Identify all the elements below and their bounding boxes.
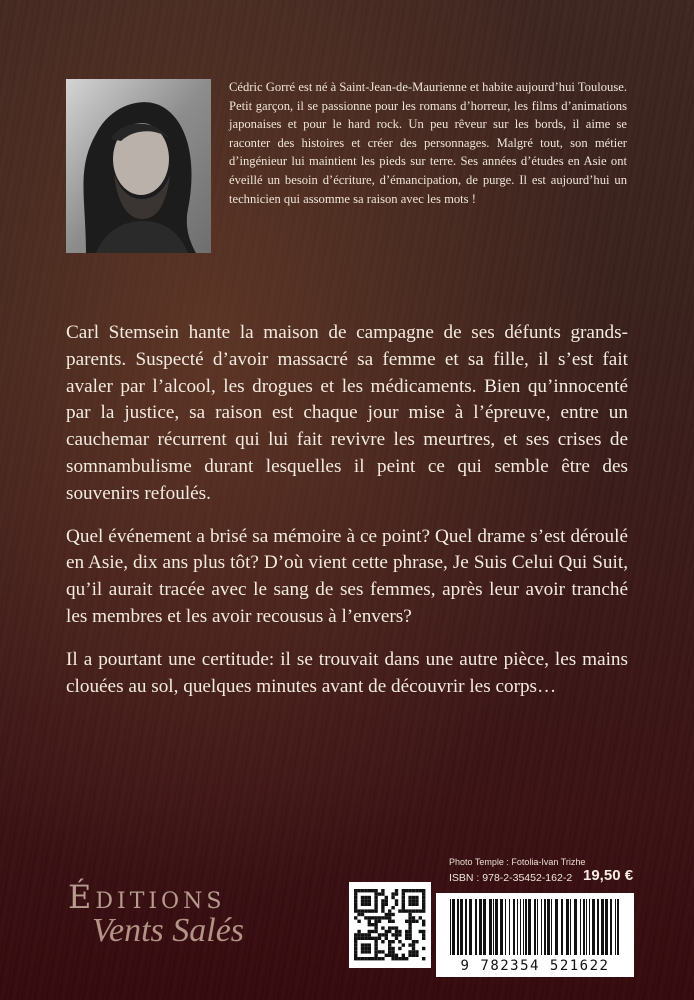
qr-module — [388, 916, 391, 919]
qr-module — [412, 889, 415, 892]
qr-module — [374, 937, 377, 940]
qr-module — [408, 896, 411, 899]
qr-module — [368, 937, 371, 940]
qr-module — [371, 937, 374, 940]
barcode-bar — [547, 899, 550, 955]
qr-module — [354, 909, 357, 912]
qr-module — [391, 954, 394, 957]
qr-module — [354, 892, 357, 895]
qr-module — [388, 950, 391, 953]
qr-module — [402, 954, 405, 957]
qr-module — [422, 909, 425, 912]
qr-module — [374, 957, 377, 960]
qr-module — [357, 920, 360, 923]
qr-module — [354, 940, 357, 943]
barcode-bar — [452, 899, 455, 955]
barcode-bar — [469, 899, 472, 955]
qr-module — [388, 954, 391, 957]
qr-module — [422, 889, 425, 892]
barcode-bar — [617, 899, 619, 955]
qr-module — [408, 889, 411, 892]
qr-module — [385, 954, 388, 957]
qr-module — [391, 913, 394, 916]
qr-module — [381, 926, 384, 929]
qr-module — [419, 916, 422, 919]
qr-module — [361, 909, 364, 912]
qr-module — [361, 947, 364, 950]
publisher-logo-line2: Vents Salés — [92, 912, 245, 949]
qr-module — [378, 892, 381, 895]
qr-module — [408, 920, 411, 923]
qr-module — [412, 899, 415, 902]
qr-module — [408, 903, 411, 906]
qr-module — [395, 957, 398, 960]
qr-module — [368, 896, 371, 899]
qr-module — [357, 933, 360, 936]
qr-module — [378, 916, 381, 919]
qr-module — [412, 947, 415, 950]
qr-module — [422, 899, 425, 902]
barcode-bar — [586, 899, 587, 955]
qr-module — [357, 957, 360, 960]
qr-module — [391, 906, 394, 909]
qr-module — [398, 957, 401, 960]
qr-module — [391, 947, 394, 950]
qr-module — [388, 930, 391, 933]
barcode-bar — [520, 899, 521, 955]
barcode-bar — [534, 899, 536, 955]
qr-module — [381, 916, 384, 919]
qr-module — [408, 926, 411, 929]
qr-module — [368, 916, 371, 919]
qr-module — [368, 903, 371, 906]
qr-module — [405, 909, 408, 912]
qr-module — [361, 943, 364, 946]
qr-module — [405, 957, 408, 960]
barcode-bar — [592, 899, 595, 955]
barcode-bar — [460, 899, 463, 955]
publisher-logo — [62, 878, 322, 958]
qr-module — [405, 933, 408, 936]
qr-module — [371, 889, 374, 892]
qr-module — [408, 933, 411, 936]
qr-module — [354, 896, 357, 899]
qr-module — [354, 943, 357, 946]
qr-module — [385, 913, 388, 916]
qr-module — [422, 947, 425, 950]
barcode-bar — [566, 899, 569, 955]
qr-module — [395, 930, 398, 933]
qr-module — [415, 896, 418, 899]
author-photo — [66, 79, 211, 253]
qr-module — [368, 933, 371, 936]
qr-module — [385, 916, 388, 919]
qr-module — [354, 933, 357, 936]
synopsis-paragraph: Quel événement a brisé sa mémoire à ce point? Quel drame s’est déroulé en Asie, dix ans plus tôt? D’où vient cette phrase, Je Suis Celui Qui Suit, qu’il aurait tracée avec le sang de ses femmes, après leur avoir tranché les membres et les avoir recousus à l’envers? — [66, 525, 628, 627]
qr-module — [405, 937, 408, 940]
qr-module — [395, 889, 398, 892]
qr-module — [402, 906, 405, 909]
qr-module — [391, 933, 394, 936]
qr-module — [364, 950, 367, 953]
qr-module — [381, 909, 384, 912]
qr-module — [395, 926, 398, 929]
qr-module — [422, 892, 425, 895]
price: 19,50 € — [583, 867, 634, 884]
qr-module — [364, 909, 367, 912]
qr-module — [415, 940, 418, 943]
qr-module — [412, 954, 415, 957]
qr-module — [422, 906, 425, 909]
qr-module — [408, 916, 411, 919]
qr-module — [412, 920, 415, 923]
qr-module — [357, 930, 360, 933]
synopsis-paragraph: Il a pourtant une certitude: il se trouvait dans une autre pièce, les mains clouées au sol, quelques minutes avant de découvrir les corps… — [66, 648, 628, 697]
qr-module — [354, 903, 357, 906]
author-bio: Cédric Gorré est né à Saint-Jean-de-Maurienne et habite aujourd’hui Toulouse. Petit garçon, il se passionne pour les romans d’horreur, les films d’animations japonaises et pour le hard rock. Un peu rêveur sur les bords, il aime se raconter des histoires et créer des personnages. Malgré tout, son métier d’ingénieur lui maintient les pieds sur terre. Ses années d’études en Asie ont éveillé un besoin d’écriture, d’émancipation, de purge. Il est aujourd’hui un technicien qui assomme sa raison avec les mots ! — [229, 80, 627, 206]
qr-module — [415, 889, 418, 892]
qr-module — [368, 930, 371, 933]
qr-module — [368, 909, 371, 912]
qr-module — [374, 950, 377, 953]
qr-module — [361, 957, 364, 960]
barcode-bar — [537, 899, 538, 955]
qr-module — [381, 906, 384, 909]
qr-module — [378, 920, 381, 923]
qr-module — [395, 892, 398, 895]
qr-module — [388, 920, 391, 923]
qr-module — [364, 947, 367, 950]
qr-module — [357, 889, 360, 892]
barcode-bar — [583, 899, 585, 955]
qr-module — [422, 930, 425, 933]
qr-module — [381, 940, 384, 943]
qr-module — [422, 923, 425, 926]
qr-module — [408, 943, 411, 946]
qr-module — [415, 920, 418, 923]
qr-module — [357, 909, 360, 912]
qr-module — [371, 923, 374, 926]
barcode-bar — [541, 899, 542, 955]
qr-module — [357, 937, 360, 940]
qr-module — [388, 909, 391, 912]
qr-module — [385, 933, 388, 936]
barcode-bar — [528, 899, 531, 955]
qr-module — [361, 933, 364, 936]
qr-module — [368, 943, 371, 946]
qr-module — [368, 920, 371, 923]
qr-module — [408, 909, 411, 912]
qr-module — [374, 916, 377, 919]
qr-module — [364, 943, 367, 946]
qr-module — [415, 903, 418, 906]
qr-module — [364, 896, 367, 899]
qr-module — [381, 899, 384, 902]
qr-module — [419, 909, 422, 912]
qr-module — [398, 930, 401, 933]
qr-module — [422, 920, 425, 923]
barcode-bar — [555, 899, 558, 955]
qr-module — [402, 943, 405, 946]
barcode-bar — [551, 899, 552, 955]
qr-module — [405, 889, 408, 892]
barcode-bar — [475, 899, 477, 955]
qr-module — [408, 954, 411, 957]
qr-module — [398, 940, 401, 943]
qr-module — [361, 899, 364, 902]
qr-module — [361, 950, 364, 953]
qr-module — [391, 920, 394, 923]
qr-module — [385, 896, 388, 899]
barcode-bar — [574, 899, 577, 955]
qr-module — [354, 954, 357, 957]
barcode-number: 9 782354 521622 — [460, 958, 610, 974]
qr-module — [391, 940, 394, 943]
qr-module — [395, 933, 398, 936]
qr-module — [368, 889, 371, 892]
qr-module — [412, 896, 415, 899]
qr-module — [408, 950, 411, 953]
qr-module — [402, 889, 405, 892]
qr-module — [388, 943, 391, 946]
qr-module — [412, 943, 415, 946]
barcode-bar — [513, 899, 515, 955]
qr-module — [374, 909, 377, 912]
qr-module — [402, 899, 405, 902]
qr-module — [408, 899, 411, 902]
qr-module — [374, 926, 377, 929]
qr-module — [374, 954, 377, 957]
qr-module — [422, 896, 425, 899]
qr-module — [385, 903, 388, 906]
qr-module — [361, 896, 364, 899]
qr-module — [368, 899, 371, 902]
barcode-bar — [457, 899, 459, 955]
barcode-bar — [523, 899, 524, 955]
qr-module — [374, 903, 377, 906]
qr-module — [374, 930, 377, 933]
qr-module — [364, 903, 367, 906]
barcode-bar — [465, 899, 467, 955]
qr-module — [374, 899, 377, 902]
barcode-bar — [489, 899, 492, 955]
qr-module — [391, 950, 394, 953]
qr-module — [354, 937, 357, 940]
qr-module — [405, 920, 408, 923]
barcode-bar — [505, 899, 506, 955]
qr-module — [364, 899, 367, 902]
qr-module — [398, 909, 401, 912]
qr-module — [388, 940, 391, 943]
qr-module — [402, 957, 405, 960]
qr-module — [364, 916, 367, 919]
qr-module — [368, 950, 371, 953]
barcode-bar — [570, 899, 571, 955]
qr-module — [422, 957, 425, 960]
qr-module — [374, 906, 377, 909]
qr-module — [381, 892, 384, 895]
qr-module — [354, 889, 357, 892]
qr-module — [402, 896, 405, 899]
qr-module — [415, 899, 418, 902]
qr-module — [371, 909, 374, 912]
synopsis — [66, 320, 628, 716]
qr-module — [381, 889, 384, 892]
qr-module — [374, 923, 377, 926]
qr-module — [364, 933, 367, 936]
qr-module — [412, 950, 415, 953]
qr-module — [374, 892, 377, 895]
barcode-bar — [517, 899, 518, 955]
qr-module — [412, 903, 415, 906]
barcode-bar — [615, 899, 616, 955]
qr-module — [412, 940, 415, 943]
qr-module — [391, 896, 394, 899]
qr-module — [364, 889, 367, 892]
qr-module — [374, 889, 377, 892]
barcode-bar — [509, 899, 510, 955]
qr-module — [354, 947, 357, 950]
barcode-bar — [601, 899, 604, 955]
qr-module — [378, 957, 381, 960]
qr-module — [395, 954, 398, 957]
qr-module — [385, 899, 388, 902]
qr-module — [388, 947, 391, 950]
publisher-logo-line1: Éditions — [68, 878, 226, 916]
qr-module — [374, 947, 377, 950]
qr-module — [398, 947, 401, 950]
qr-module — [354, 916, 357, 919]
isbn: ISBN : 978-2-35452-162-2 — [449, 872, 573, 884]
qr-module — [354, 899, 357, 902]
qr-module — [385, 937, 388, 940]
qr-module — [422, 933, 425, 936]
barcode-bar — [493, 899, 494, 955]
qr-module — [381, 950, 384, 953]
qr-module — [419, 889, 422, 892]
qr-module — [408, 913, 411, 916]
barcode-bar — [525, 899, 527, 955]
qr-module — [412, 909, 415, 912]
qr-module — [354, 957, 357, 960]
qr-module — [391, 957, 394, 960]
qr-module — [415, 954, 418, 957]
qr-module — [391, 892, 394, 895]
qr-module — [419, 930, 422, 933]
qr-module — [405, 930, 408, 933]
barcode-bar — [605, 899, 608, 955]
qr-module — [415, 909, 418, 912]
qr-module — [391, 926, 394, 929]
synopsis-paragraph: Carl Stemsein hante la maison de campagne de ses défunts grands-parents. Suspecté d’avoir massacré sa femme et sa fille, il s’est fait avaler par l’alcool, les drogues et les médicaments. Bien qu’innocenté par la justice, sa raison est chaque jour mise à l’épreuve, entre un cauchemar récurrent qui lui fait revivre les meurtres, et ses crises de somnambulisme durant lesquelles il peint ce qui semble être des souvenirs refoulés. — [66, 322, 628, 504]
qr-module — [412, 916, 415, 919]
qr-module — [402, 903, 405, 906]
qr-module — [354, 950, 357, 953]
barcode-bar — [580, 899, 581, 955]
qr-module — [378, 933, 381, 936]
qr-module — [402, 892, 405, 895]
qr-module — [381, 903, 384, 906]
barcode-bar — [483, 899, 486, 955]
qr-module — [364, 937, 367, 940]
qr-module — [388, 913, 391, 916]
barcode — [436, 893, 634, 977]
qr-module — [378, 950, 381, 953]
qr-module — [368, 923, 371, 926]
qr-module — [368, 957, 371, 960]
qr-module — [415, 950, 418, 953]
qr-module — [378, 937, 381, 940]
qr-module — [371, 930, 374, 933]
qr-module — [364, 957, 367, 960]
qr-module — [374, 940, 377, 943]
qr-module — [357, 913, 360, 916]
qr-module — [368, 947, 371, 950]
qr-module — [371, 916, 374, 919]
barcode-bar — [561, 899, 563, 955]
photo-credit: Photo Temple : Fotolia-Ivan Trizhe — [449, 857, 586, 867]
qr-module — [385, 930, 388, 933]
barcode-bar — [610, 899, 612, 955]
barcode-bar — [597, 899, 599, 955]
qr-module — [371, 957, 374, 960]
qr-module — [388, 926, 391, 929]
qr-module — [422, 937, 425, 940]
qr-module — [361, 913, 364, 916]
qr-code — [349, 882, 431, 968]
barcode-bar — [479, 899, 482, 955]
qr-module — [422, 903, 425, 906]
barcode-bar — [450, 899, 451, 955]
qr-module — [381, 957, 384, 960]
qr-module — [361, 889, 364, 892]
barcode-bar — [589, 899, 590, 955]
barcode-bar — [495, 899, 498, 955]
qr-module — [361, 937, 364, 940]
barcode-bar — [500, 899, 503, 955]
qr-module — [398, 933, 401, 936]
qr-module — [361, 903, 364, 906]
qr-module — [374, 943, 377, 946]
qr-module — [381, 933, 384, 936]
qr-module — [408, 930, 411, 933]
qr-module — [395, 903, 398, 906]
qr-module — [374, 920, 377, 923]
qr-module — [402, 909, 405, 912]
qr-module — [395, 899, 398, 902]
barcode-bar — [544, 899, 546, 955]
qr-module — [395, 937, 398, 940]
qr-module — [374, 896, 377, 899]
qr-module — [408, 937, 411, 940]
qr-module — [408, 923, 411, 926]
qr-module — [354, 906, 357, 909]
